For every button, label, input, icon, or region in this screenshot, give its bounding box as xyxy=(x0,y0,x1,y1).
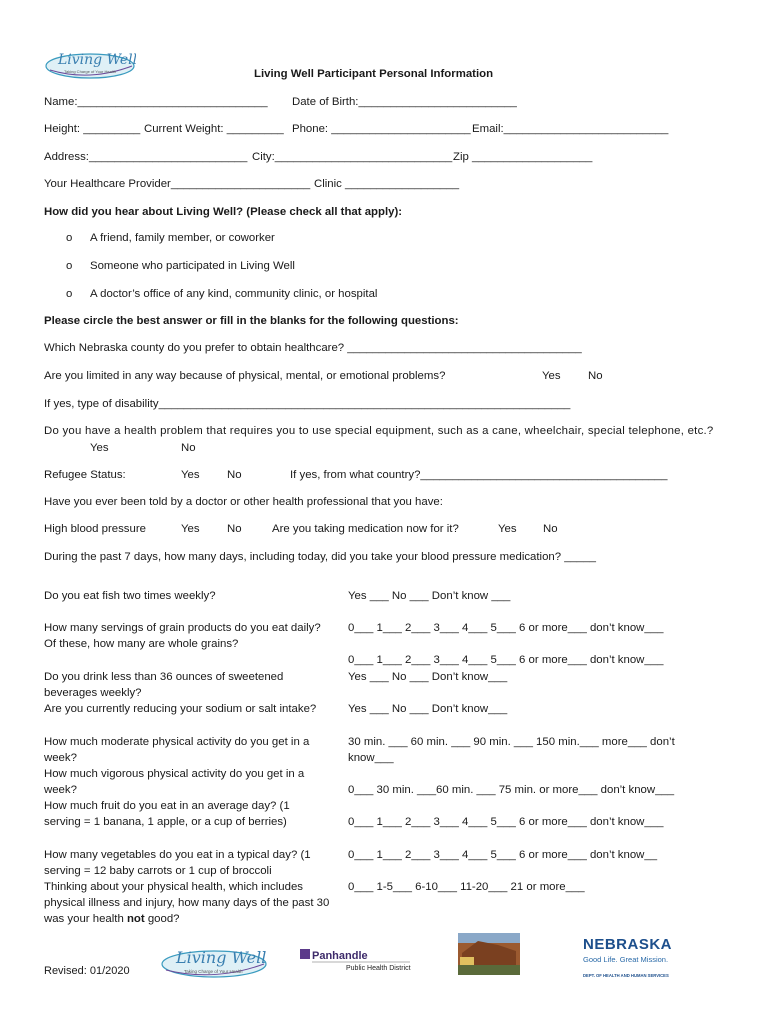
nebraska-text: NEBRASKA xyxy=(583,936,673,953)
medication-question: Are you taking medication now for it? xyxy=(272,523,459,535)
city-field[interactable]: City:____________________________ xyxy=(252,151,453,163)
logo-text: Living Well xyxy=(58,52,136,68)
county-question[interactable]: Which Nebraska county do you prefer to obtain healthcare? _____________________________________ xyxy=(44,342,582,354)
moderate-question-line1: How much moderate physical activity do you get in a xyxy=(44,736,310,748)
bp-days-question[interactable]: During the past 7 days, how many days, including today, did you take your blood pressure medication? _____ xyxy=(44,551,596,563)
hear-option-3: A doctor’s office of any kind, community clinic, or hospital xyxy=(90,288,378,300)
physical-health-question-line1: Thinking about your physical health, which includes xyxy=(44,881,303,893)
disability-field[interactable]: If yes, type of disability_________________________________________________________________ xyxy=(44,398,571,410)
clinic-field[interactable]: Clinic __________________ xyxy=(314,178,460,190)
hear-option-1: A friend, family member, or coworker xyxy=(90,232,275,244)
vegetable-question-line1: How many vegetables do you eat in a typical day? (1 xyxy=(44,849,311,861)
physical-health-question-line3 xyxy=(44,912,180,926)
logo-footer-tagline: Taking Charge of Your Health xyxy=(184,969,243,974)
panhandle-text: Panhandle xyxy=(312,950,368,962)
moderate-answers-line2[interactable]: know___ xyxy=(348,752,394,764)
logo-tagline: Taking Charge of Your Health xyxy=(64,69,117,74)
address-field[interactable]: Address:_________________________ xyxy=(44,151,248,163)
nebraska-dept: DEPT. OF HEALTH AND HUMAN SERVICES xyxy=(583,973,669,978)
vegetable-answers[interactable]: 0___ 1___ 2___ 3___ 4___ 5___ 6 or more___ don’t know__ xyxy=(348,849,658,861)
sodium-answers[interactable]: Yes ___ No ___ Don’t know___ xyxy=(348,703,508,715)
limited-no[interactable]: No xyxy=(588,370,603,382)
nebraska-tagline: Good Life. Great Mission. xyxy=(583,955,669,964)
vigorous-answers[interactable]: 0___ 30 min. ___60 min. ___ 75 min. or more___ don’t know___ xyxy=(348,784,675,796)
limited-yes[interactable]: Yes xyxy=(542,370,561,382)
hbp-no[interactable]: No xyxy=(227,523,242,535)
phys-text-not: not xyxy=(126,913,145,925)
hear-checkbox-1[interactable]: o xyxy=(66,232,73,244)
equipment-question: Do you have a health problem that requires you to use special equipment, such as a cane, wheelchair, special telephone, etc.? xyxy=(44,425,714,437)
panhandle-logo xyxy=(300,948,412,972)
vegetable-question-line2: serving = 12 baby carrots or 1 cup of broccoli xyxy=(44,865,272,877)
hear-question: How did you hear about Living Well? (Please check all that apply): xyxy=(44,206,403,218)
phys-text-c: good? xyxy=(144,913,180,925)
nebraska-dhhs-logo xyxy=(583,935,683,981)
instructions: Please circle the best answer or fill in the blanks for the following questions: xyxy=(44,315,459,327)
logo-footer-text: Living Well xyxy=(176,948,267,967)
refugee-yes[interactable]: Yes xyxy=(181,469,200,481)
equipment-no[interactable]: No xyxy=(181,442,196,454)
revised-date: Revised: 01/2020 xyxy=(44,965,130,977)
fish-question: Do you eat fish two times weekly? xyxy=(44,590,216,602)
fruit-question-line1: How much fruit do you eat in an average day? (1 xyxy=(44,800,290,812)
fruit-question-line2: serving = 1 banana, 1 apple, or a cup of berries) xyxy=(44,816,287,828)
hbp-yes[interactable]: Yes xyxy=(181,523,200,535)
hbp-label: High blood pressure xyxy=(44,523,146,535)
grain-question: How many servings of grain products do you eat daily? xyxy=(44,622,321,634)
limited-question: Are you limited in any way because of physical, mental, or emotional problems? xyxy=(44,370,446,382)
sodium-question: Are you currently reducing your sodium or salt intake? xyxy=(44,703,317,715)
phys-text-a: was your health xyxy=(44,913,127,925)
physical-health-answers[interactable]: 0___ 1-5___ 6-10___ 11-20___ 21 or more___ xyxy=(348,881,585,893)
dob-field[interactable]: Date of Birth:_________________________ xyxy=(292,96,517,108)
medication-yes[interactable]: Yes xyxy=(498,523,517,535)
refugee-label: Refugee Status: xyxy=(44,469,126,481)
hear-checkbox-2[interactable]: o xyxy=(66,260,73,272)
name-field[interactable]: Name:______________________________ xyxy=(44,96,268,108)
panhandle-subtext: Public Health District xyxy=(346,965,411,972)
provider-field[interactable]: Your Healthcare Provider______________________ xyxy=(44,178,311,190)
vigorous-question-line2: week? xyxy=(44,784,77,796)
sweetened-question-line1: Do you drink less than 36 ounces of sweetened xyxy=(44,671,284,683)
refugee-country-field[interactable]: If yes, from what country?_______________________________________ xyxy=(290,469,668,481)
email-field[interactable]: Email:__________________________ xyxy=(472,123,669,135)
sweetened-answers[interactable]: Yes ___ No ___ Don’t know___ xyxy=(348,671,508,683)
fish-answers[interactable]: Yes ___ No ___ Don’t know ___ xyxy=(348,590,511,602)
grain-answers[interactable]: 0___ 1___ 2___ 3___ 4___ 5___ 6 or more___ don’t know___ xyxy=(348,622,664,634)
physical-health-question-line2: physical illness and injury, how many days of the past 30 xyxy=(44,897,330,909)
whole-grain-answers[interactable]: 0___ 1___ 2___ 3___ 4___ 5___ 6 or more___ don’t know___ xyxy=(348,654,664,666)
equipment-yes[interactable]: Yes xyxy=(90,442,109,454)
phone-field[interactable]: Phone: ______________________ xyxy=(292,123,471,135)
moderate-question-line2: week? xyxy=(44,752,77,764)
told-question: Have you ever been told by a doctor or other health professional that you have: xyxy=(44,496,443,508)
living-well-logo-footer xyxy=(160,942,268,980)
medication-no[interactable]: No xyxy=(543,523,558,535)
height-field[interactable]: Height: _________ xyxy=(44,123,141,135)
weight-field[interactable]: Current Weight: _________ xyxy=(144,123,284,135)
zip-field[interactable]: Zip ___________________ xyxy=(453,151,593,163)
landscape-photo xyxy=(458,933,520,975)
living-well-logo xyxy=(44,44,136,80)
whole-grain-question: Of these, how many are whole grains? xyxy=(44,638,239,650)
hear-checkbox-3[interactable]: o xyxy=(66,288,73,300)
refugee-no[interactable]: No xyxy=(227,469,242,481)
vigorous-question-line1: How much vigorous physical activity do you get in a xyxy=(44,768,305,780)
page-title: Living Well Participant Personal Information xyxy=(254,68,494,80)
sweetened-question-line2: beverages weekly? xyxy=(44,687,142,699)
moderate-answers-line1[interactable]: 30 min. ___ 60 min. ___ 90 min. ___ 150 min.___ more___ don’t xyxy=(348,736,675,748)
hear-option-2: Someone who participated in Living Well xyxy=(90,260,295,272)
fruit-answers[interactable]: 0___ 1___ 2___ 3___ 4___ 5___ 6 or more___ don’t know___ xyxy=(348,816,664,828)
